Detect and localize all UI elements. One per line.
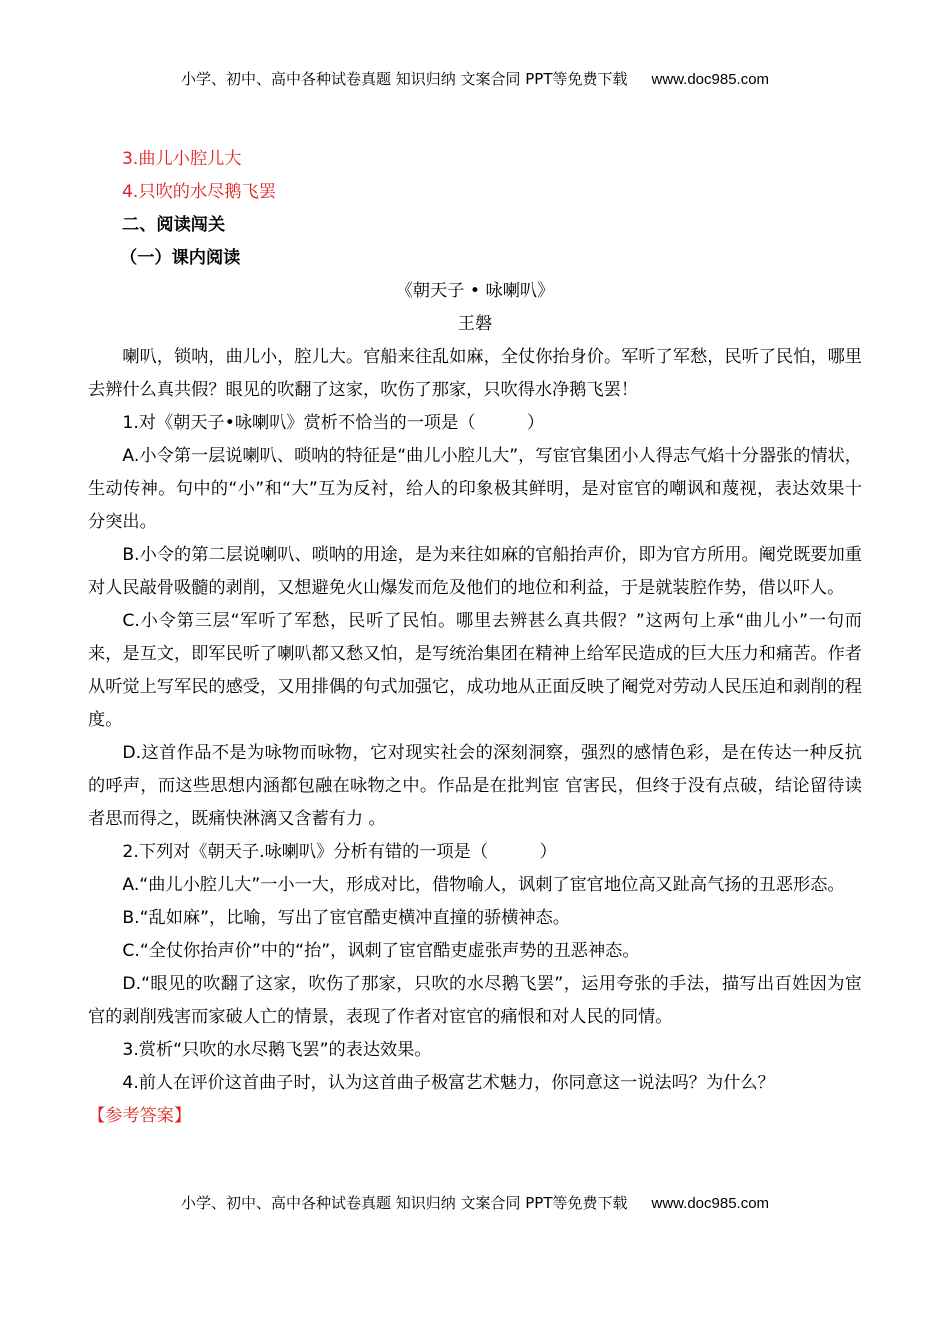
question-3: 3.赏析“只吹的水尽鹅飞罢”的表达效果。 (122, 1040, 432, 1060)
section-title: 二、阅读闯关 (122, 215, 226, 235)
poem-author: 王磐 (457, 314, 493, 334)
question-2-stem: 2.下列对《朝天子.咏喇叭》分析有错的一项是（ ） (122, 842, 557, 862)
reference-answer-label: 【参考答案】 (88, 1106, 192, 1126)
question-2-option-d: D.“眼见的吹翻了这家，吹伤了那家，只吹的水尽鹅飞罢”，运用夸张的手法，描写出百姓因为宦官的剥削残害而家破人亡的情景，表现了作者对宦官的痛恨和对人民的同情。 (88, 974, 862, 1027)
answer-4: 4.只吹的水尽鹅飞罢 (122, 182, 276, 202)
question-1-option-a: A.小令第一层说喇叭、唢呐的特征是“曲儿小腔儿大”，写宦官集团小人得志气焰十分器张的情状，生动传神。句中的“小”和“大”互为反衬，给人的印象极其鲜明，是对宦官的嘲讽和蔑视，表达效果十分突出。 (88, 446, 862, 532)
question-2-option-c: C.“全仗你抬声价”中的“抬”，讽刺了宦官酷吏虚张声势的丑恶神态。 (122, 941, 640, 961)
question-1-option-b: B.小令的第二层说喇叭、唢呐的用途，是为来往如麻的官船抬声价，即为官方所用。阉党既要加重对人民敲骨吸髓的剥削，又想避免火山爆发而危及他们的地位和利益，于是就装腔作势，借以吓人。 (88, 545, 862, 598)
page-footer (0, 1192, 950, 1213)
question-1-stem: 1.对《朝天子•咏喇叭》赏析不恰当的一项是（ ） (122, 413, 545, 433)
subsection-title: （一）课内阅读 (120, 248, 241, 268)
page-header (0, 68, 950, 89)
page-content (88, 143, 862, 1133)
poem-title: 《朝天子 • 咏喇叭》 (395, 281, 555, 301)
footer-text: 小学、初中、高中各种试卷真题 知识归纳 文案合同 PPT等免费下载 (180, 1194, 628, 1212)
question-1-option-d: D.这首作品不是为咏物而咏物，它对现实社会的深刻洞察，强烈的感情色彩，是在传达一种反抗的呼声，而这些思想内涵都包融在咏物之中。作品是在批判宦 官害民，但终于没有点破，结论留待读者思而得之，既痛快淋漓又含蓄有力 。 (88, 743, 862, 829)
footer-site-link[interactable]: www.doc985.com (651, 1195, 770, 1212)
question-2-option-a: A.“曲儿小腔儿大”一小一大，形成对比，借物喻人，讽刺了宦官地位高又趾高气扬的丑恶形态。 (122, 875, 845, 895)
answer-3: 3.曲儿小腔儿大 (122, 149, 242, 169)
header-text: 小学、初中、高中各种试卷真题 知识归纳 文案合同 PPT等免费下载 (180, 70, 628, 88)
poem-text: 喇叭，锁呐，曲儿小，腔儿大。官船来往乱如麻，全仗你抬身价。军听了军愁，民听了民怕，哪里去辨什么真共假？眼见的吹翻了这家，吹伤了那家，只吹得水净鹅飞罢！ (88, 347, 862, 400)
question-2-option-b: B.“乱如麻”，比喻，写出了宦官酷吏横冲直撞的骄横神态。 (122, 908, 570, 928)
header-site-link[interactable]: www.doc985.com (651, 71, 770, 88)
question-4: 4.前人在评价这首曲子时，认为这首曲子极富艺术魅力，你同意这一说法吗？为什么？ (122, 1073, 775, 1093)
question-1-option-c: C.小令第三层“军听了军愁，民听了民怕。哪里去辨甚么真共假？”这两句上承“曲儿小”一句而来，是互文，即军民听了喇叭都又愁又怕，是写统治集团在精神上给军民造成的巨大压力和痛苦。作者从听觉上写军民的感受，又用排偶的句式加强它，成功地从正面反映了阉党对劳动人民压迫和剥削的程度。 (88, 611, 862, 730)
